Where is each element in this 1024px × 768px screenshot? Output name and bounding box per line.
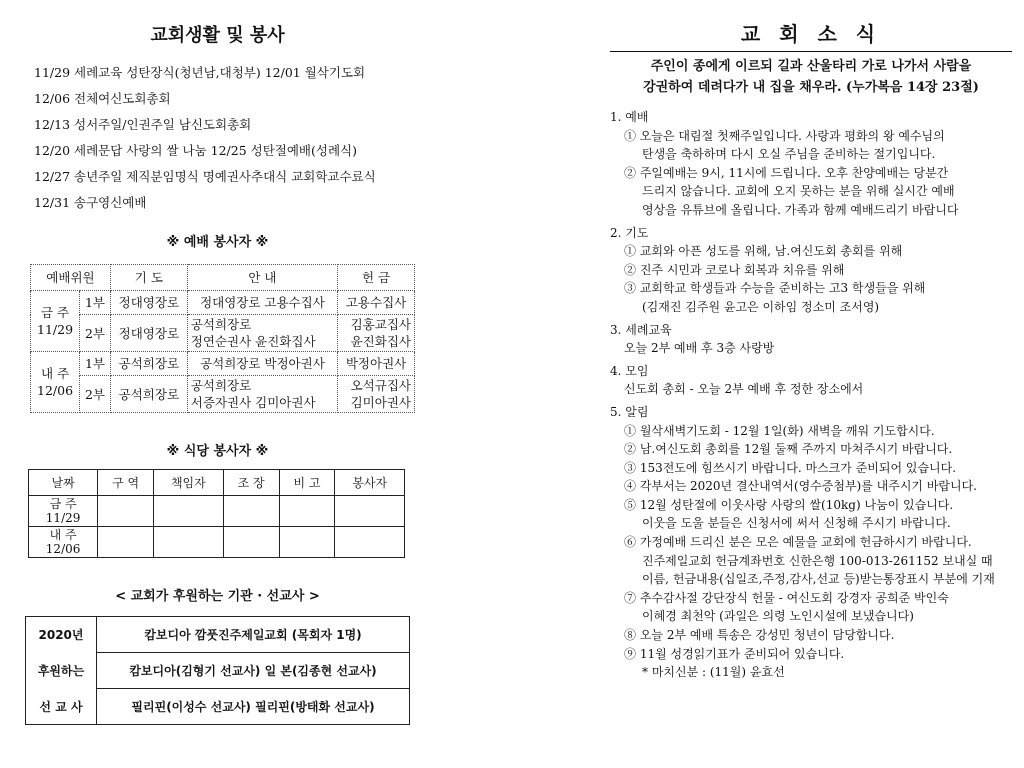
worship-servers-title: ※ 예배 봉사자 ※ bbox=[166, 235, 269, 250]
guide-line: 공석희장로 bbox=[190, 378, 252, 393]
side-label: 2020년 bbox=[26, 617, 97, 653]
left-page bbox=[20, 0, 415, 725]
page-title-left: 교회생활 및 봉사 bbox=[150, 25, 285, 46]
news-line: 이름, 헌금내용(십일조,주정,감사,선교 등)받는통장표시 부분에 기재 bbox=[642, 572, 995, 587]
page-title-right: 교 회 소 식 bbox=[740, 22, 882, 46]
table-header-row bbox=[29, 470, 405, 496]
header-cell: 헌 금 bbox=[338, 265, 415, 291]
offering-line: 윤진화집사 bbox=[350, 334, 411, 349]
guide-cell bbox=[187, 315, 337, 352]
news-line: * 마치신분 : (11월) 윤효선 bbox=[642, 665, 785, 680]
header-cell: 기 도 bbox=[110, 265, 187, 291]
section-heading: 5. 알림 bbox=[610, 404, 649, 419]
offering-cell bbox=[338, 376, 415, 413]
week-cell bbox=[31, 291, 80, 352]
news-line: ⑥ 가정예배 드리신 분은 모은 예물을 교회에 헌금하시기 바랍니다. bbox=[624, 535, 972, 550]
header-cell: 봉사자 bbox=[335, 470, 405, 496]
worship-servers-table bbox=[30, 264, 415, 413]
news-section bbox=[610, 108, 1016, 220]
cell bbox=[223, 496, 279, 527]
table-header-row bbox=[31, 265, 415, 291]
section-heading: 1. 예배 bbox=[610, 110, 649, 124]
news-line: ① 교회와 아픈 성도를 위해, 남.여신도회 총회를 위해 bbox=[624, 244, 903, 259]
guide-cell: 정대영장로 고용수집사 bbox=[187, 291, 337, 315]
side-label: 선 교 사 bbox=[26, 689, 97, 725]
schedule-item: 12/31 송구영신예배 bbox=[34, 195, 147, 210]
guide-cell bbox=[187, 376, 337, 413]
cell bbox=[335, 527, 405, 558]
support-title: < 교회가 후원하는 기관 · 선교사 > bbox=[115, 589, 320, 604]
news-line: ⑨ 11월 성경읽기표가 준비되어 있습니다. bbox=[624, 646, 845, 661]
kitchen-servers-table bbox=[28, 469, 405, 558]
cell bbox=[335, 496, 405, 527]
table-row bbox=[31, 352, 415, 376]
header-cell: 예배위원 bbox=[31, 265, 111, 291]
news-section bbox=[610, 321, 1016, 358]
table-row bbox=[26, 617, 410, 653]
guide-line: 공석희장로 bbox=[190, 317, 252, 332]
news-line: ② 남.여신도회 총회를 12월 둘째 주까지 마쳐주시기 바랍니다. bbox=[624, 442, 953, 457]
table-row bbox=[29, 527, 405, 558]
offering-line: 오석규집사 bbox=[350, 378, 411, 393]
right-page bbox=[606, 0, 1016, 682]
schedule-item: 12/27 송년주일 제직분임명식 명예권사추대식 교회학교수료식 bbox=[34, 169, 376, 184]
header-cell: 책임자 bbox=[154, 470, 224, 496]
news-line: ① 월삭새벽기도회 - 12월 1일(화) 새벽을 깨워 기도합시다. bbox=[624, 423, 935, 438]
section-heading: 2. 기도 bbox=[610, 225, 649, 240]
schedule-item: 12/20 세례문답 사랑의 쌀 나눔 12/25 성탄절예배(성례식) bbox=[34, 143, 357, 158]
news-line: ⑧ 오늘 2부 예배 특송은 강성민 청년이 담당합니다. bbox=[624, 628, 895, 643]
header-cell: 조 장 bbox=[223, 470, 279, 496]
news-line: 이혜경 최천악 (과일은 의령 노인시설에 보냈습니다) bbox=[642, 609, 914, 624]
week-date: 11/29 bbox=[45, 511, 81, 525]
verse-line: 주인이 종에게 이르되 길과 산울타리 가로 나가서 사람을 bbox=[650, 59, 972, 74]
offering-cell: 고용수집사 bbox=[338, 291, 415, 315]
week-label: 금 주 bbox=[40, 305, 70, 320]
support-item: 캄보디아(김형기 선교사) 일 본(김종현 선교사) bbox=[97, 653, 410, 689]
part-cell: 2부 bbox=[80, 315, 111, 352]
header-cell: 날짜 bbox=[29, 470, 98, 496]
cell bbox=[154, 527, 224, 558]
schedule-item: 12/13 성서주일/인권주일 남신도회총회 bbox=[34, 117, 252, 132]
section-heading: 3. 세례교육 bbox=[610, 322, 672, 337]
prayer-cell: 공석희장로 bbox=[110, 376, 187, 413]
news-line: 진주제일교회 헌금계좌번호 신한은행 100-013-261152 보내실 때 bbox=[642, 553, 993, 568]
section-heading: 4. 모임 bbox=[610, 363, 649, 378]
schedule-list bbox=[34, 60, 415, 216]
scripture-verse bbox=[606, 56, 1016, 98]
title-divider bbox=[610, 51, 1012, 52]
guide-line: 정연순권사 윤진화집사 bbox=[190, 334, 316, 349]
spacer bbox=[20, 216, 415, 234]
side-label: 후원하는 bbox=[26, 653, 97, 689]
support-table bbox=[25, 616, 410, 725]
week-cell bbox=[31, 352, 80, 413]
part-cell: 2부 bbox=[80, 376, 111, 413]
news-line: ⑦ 추수감사절 강단장식 헌물 - 여신도회 강경자 공희준 박인숙 bbox=[624, 590, 949, 605]
prayer-cell: 공석희장로 bbox=[110, 352, 187, 376]
schedule-item: 12/06 전체여신도회총회 bbox=[34, 91, 171, 106]
kitchen-servers-title: ※ 식당 봉사자 ※ bbox=[166, 444, 269, 459]
table-row bbox=[31, 376, 415, 413]
table-row bbox=[31, 315, 415, 352]
news-section bbox=[610, 403, 1016, 682]
week-date: 11/29 bbox=[37, 322, 74, 337]
news-line: (김재진 김주원 윤고은 이하임 정소미 조서영) bbox=[642, 299, 880, 314]
cell bbox=[223, 527, 279, 558]
date-cell bbox=[29, 527, 98, 558]
news-line: 신도회 총회 - 오늘 2부 예배 후 정한 장소에서 bbox=[624, 382, 864, 397]
news-line: ① 오늘은 대림절 첫째주일입니다. 사랑과 평화의 왕 예수님의 bbox=[624, 128, 945, 143]
support-item: 필리핀(이성수 선교사) 필리핀(방태화 선교사) bbox=[97, 689, 410, 725]
news-line: 오늘 2부 예배 후 3층 사랑방 bbox=[624, 341, 775, 356]
part-cell: 1부 bbox=[80, 352, 111, 376]
cell bbox=[98, 496, 154, 527]
support-item: 캄보디아 깜풋진주제일교회 (목회자 1명) bbox=[97, 617, 410, 653]
offering-cell: 박정아권사 bbox=[338, 352, 415, 376]
table-row bbox=[26, 689, 410, 725]
table-row bbox=[29, 496, 405, 527]
cell bbox=[279, 496, 335, 527]
prayer-cell: 정대영장로 bbox=[110, 315, 187, 352]
news-section bbox=[610, 362, 1016, 399]
week-label: 내 주 bbox=[40, 366, 70, 381]
header-cell: 구 역 bbox=[98, 470, 154, 496]
part-cell: 1부 bbox=[80, 291, 111, 315]
news-line: ② 진주 시민과 코로나 회복과 치유를 위해 bbox=[624, 262, 845, 277]
spacer bbox=[20, 413, 415, 443]
news-line: ② 주일예배는 9시, 11시에 드립니다. 오후 찬양예배는 당분간 bbox=[624, 165, 949, 180]
guide-line: 서증자권사 김미아권사 bbox=[190, 395, 316, 410]
cell bbox=[279, 527, 335, 558]
week-label: 금 주 bbox=[49, 497, 77, 511]
cell bbox=[98, 527, 154, 558]
offering-line: 김미아권사 bbox=[350, 395, 411, 410]
news-section bbox=[610, 224, 1016, 317]
spacer bbox=[20, 558, 415, 588]
offering-line: 김홍교집사 bbox=[350, 317, 411, 332]
verse-line: 강권하여 데려다가 내 집을 채우라. (누가복음 14장 23절) bbox=[643, 80, 979, 95]
news-line: 이웃을 도울 분들은 신청서에 써서 신청해 주시기 바랍니다. bbox=[642, 516, 951, 531]
schedule-item: 11/29 세례교육 성탄장식(청년남,대청부) 12/01 월삭기도회 bbox=[34, 65, 366, 80]
week-date: 12/06 bbox=[45, 542, 81, 556]
cell bbox=[154, 496, 224, 527]
offering-cell bbox=[338, 315, 415, 352]
news-line: 드리지 않습니다. 교회에 오지 못하는 분을 위해 실시간 예배 bbox=[642, 184, 955, 199]
guide-cell: 공석희장로 박정아권사 bbox=[187, 352, 337, 376]
news-line: ③ 153전도에 힘쓰시기 바랍니다. 마스크가 준비되어 있습니다. bbox=[624, 460, 957, 475]
header-cell: 안 내 bbox=[187, 265, 337, 291]
date-cell bbox=[29, 496, 98, 527]
news-line: ③ 교회학교 학생들과 수능을 준비하는 고3 학생들을 위해 bbox=[624, 281, 926, 296]
news-line: 탄생을 축하하며 다시 오실 주님을 준비하는 절기입니다. bbox=[642, 147, 936, 162]
header-cell: 비 고 bbox=[279, 470, 335, 496]
news-line: 영상을 유튜브에 올립니다. 가족과 함께 예배드리기 바랍니다 bbox=[642, 202, 959, 217]
table-row bbox=[31, 291, 415, 315]
news-line: ④ 각부서는 2020년 결산내역서(영수증첨부)를 내주시기 바랍니다. bbox=[624, 479, 977, 494]
table-row bbox=[26, 653, 410, 689]
week-label: 내 주 bbox=[49, 528, 77, 542]
news-list bbox=[610, 104, 1016, 682]
prayer-cell: 정대영장로 bbox=[110, 291, 187, 315]
week-date: 12/06 bbox=[37, 383, 74, 398]
news-line: ⑤ 12월 성탄절에 이웃사랑 사랑의 쌀(10kg) 나눔이 있습니다. bbox=[624, 497, 954, 512]
